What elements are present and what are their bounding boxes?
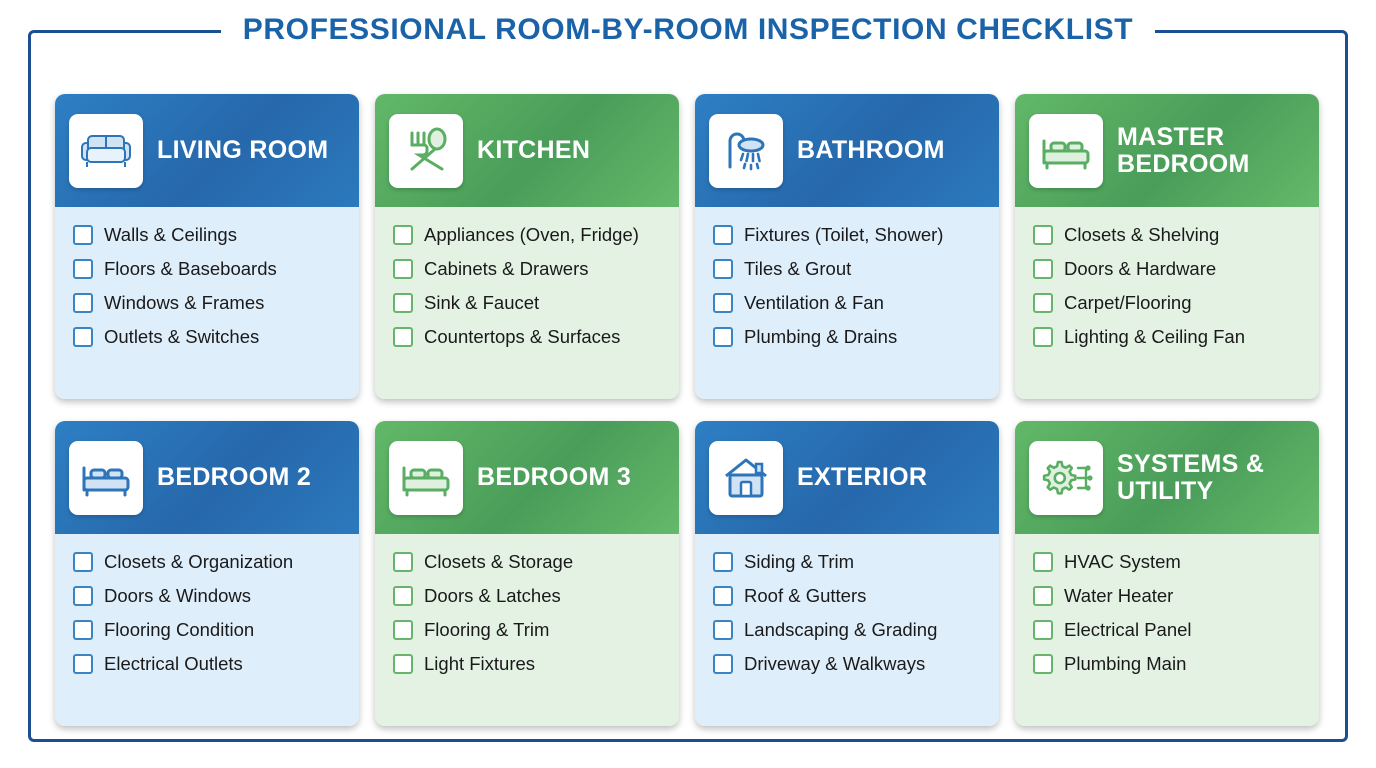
list-item-label: Closets & Organization: [104, 551, 294, 572]
checkbox[interactable]: [713, 225, 733, 245]
list-item[interactable]: [393, 326, 665, 348]
list-item[interactable]: [713, 224, 985, 246]
list-item[interactable]: [1033, 258, 1305, 280]
list-item[interactable]: [393, 292, 665, 314]
shower-icon: [709, 114, 783, 188]
checkbox[interactable]: [713, 327, 733, 347]
checkbox[interactable]: [393, 620, 413, 640]
checkbox[interactable]: [1033, 293, 1053, 313]
card-items: [695, 207, 999, 399]
list-item[interactable]: [73, 653, 345, 675]
list-item-label: HVAC System: [1064, 551, 1181, 572]
list-item-label: Carpet/Flooring: [1064, 292, 1192, 313]
checkbox[interactable]: [393, 586, 413, 606]
list-item[interactable]: [1033, 585, 1305, 607]
checkbox[interactable]: [713, 620, 733, 640]
list-item-label: Doors & Windows: [104, 585, 252, 606]
checkbox[interactable]: [1033, 225, 1053, 245]
list-item[interactable]: [73, 326, 345, 348]
bed-icon: [389, 441, 463, 515]
list-item-label: Sink & Faucet: [424, 292, 540, 313]
list-item-label: Closets & Shelving: [1064, 224, 1220, 245]
card-items: [1015, 207, 1319, 399]
sofa-icon: [69, 114, 143, 188]
list-item-label: Water Heater: [1064, 585, 1174, 606]
list-item[interactable]: [713, 653, 985, 675]
list-item[interactable]: [1033, 619, 1305, 641]
list-item[interactable]: [1033, 292, 1305, 314]
checkbox[interactable]: [713, 293, 733, 313]
list-item[interactable]: [393, 619, 665, 641]
bed-icon: [1029, 114, 1103, 188]
list-item-label: Countertops & Surfaces: [424, 326, 621, 347]
checkbox[interactable]: [713, 552, 733, 572]
checkbox[interactable]: [1033, 654, 1053, 674]
list-item[interactable]: [713, 326, 985, 348]
checkbox[interactable]: [1033, 552, 1053, 572]
list-item[interactable]: [713, 619, 985, 641]
list-item-label: Windows & Frames: [104, 292, 265, 313]
card-bedroom-2: [55, 421, 359, 726]
card-title: SYSTEMS & UTILITY: [1117, 449, 1265, 505]
checkbox[interactable]: [1033, 620, 1053, 640]
card-bedroom-3: [375, 421, 679, 726]
card-title: MASTER BEDROOM: [1117, 122, 1250, 178]
list-item-label: Lighting & Ceiling Fan: [1064, 326, 1245, 347]
list-item-label: Driveway & Walkways: [744, 653, 926, 674]
card-items: [375, 207, 679, 399]
list-item[interactable]: [713, 258, 985, 280]
list-item[interactable]: [393, 585, 665, 607]
list-item[interactable]: [1033, 551, 1305, 573]
card-header: [695, 94, 999, 207]
page-title-container: [0, 0, 1376, 60]
list-item-label: Flooring & Trim: [424, 619, 550, 640]
card-header: [1015, 421, 1319, 534]
checkbox[interactable]: [73, 293, 93, 313]
list-item-label: Plumbing Main: [1064, 653, 1187, 674]
list-item-label: Flooring Condition: [104, 619, 255, 640]
list-item-label: Floors & Baseboards: [104, 258, 277, 279]
list-item[interactable]: [393, 224, 665, 246]
list-item[interactable]: [73, 619, 345, 641]
card-title: EXTERIOR: [797, 463, 928, 491]
cards-grid: [55, 94, 1323, 726]
card-header: [375, 94, 679, 207]
checkbox[interactable]: [393, 327, 413, 347]
fork-spoon-icon: [389, 114, 463, 188]
card-systems-utility: [1015, 421, 1319, 726]
card-title: BEDROOM 2: [157, 463, 312, 491]
card-exterior: [695, 421, 999, 726]
list-item[interactable]: [393, 258, 665, 280]
list-item-label: Light Fixtures: [424, 653, 536, 674]
checkbox[interactable]: [393, 225, 413, 245]
page-title: PROFESSIONAL ROOM-BY-ROOM INSPECTION CHECKLIST: [242, 13, 1134, 46]
page-title-background: [221, 13, 1155, 47]
checkbox[interactable]: [73, 225, 93, 245]
list-item[interactable]: [1033, 653, 1305, 675]
checkbox[interactable]: [1033, 586, 1053, 606]
card-title: KITCHEN: [477, 136, 591, 164]
card-header: [55, 421, 359, 534]
checkbox[interactable]: [393, 259, 413, 279]
list-item[interactable]: [1033, 326, 1305, 348]
list-item[interactable]: [73, 551, 345, 573]
checkbox[interactable]: [713, 259, 733, 279]
card-items: [695, 534, 999, 726]
card-header: [375, 421, 679, 534]
card-bathroom: [695, 94, 999, 399]
checkbox[interactable]: [73, 654, 93, 674]
list-item-label: Electrical Panel: [1064, 619, 1192, 640]
list-item[interactable]: [73, 224, 345, 246]
list-item[interactable]: [713, 551, 985, 573]
list-item-label: Ventilation & Fan: [744, 292, 884, 313]
bed-icon: [69, 441, 143, 515]
card-header: [695, 421, 999, 534]
card-items: [375, 534, 679, 726]
checkbox[interactable]: [1033, 259, 1053, 279]
card-title: LIVING ROOM: [157, 136, 329, 164]
list-item[interactable]: [393, 653, 665, 675]
gear-circuit-icon: [1029, 441, 1103, 515]
list-item-label: Roof & Gutters: [744, 585, 867, 606]
list-item[interactable]: [713, 292, 985, 314]
list-item[interactable]: [713, 585, 985, 607]
list-item[interactable]: [393, 551, 665, 573]
list-item[interactable]: [73, 258, 345, 280]
checkbox[interactable]: [73, 586, 93, 606]
card-items: [55, 534, 359, 726]
list-item-label: Doors & Hardware: [1064, 258, 1217, 279]
card-master-bedroom: [1015, 94, 1319, 399]
checkbox[interactable]: [393, 552, 413, 572]
list-item-label: Fixtures (Toilet, Shower): [744, 224, 944, 245]
checkbox[interactable]: [73, 327, 93, 347]
card-title: BATHROOM: [797, 136, 945, 164]
checkbox[interactable]: [713, 654, 733, 674]
checkbox[interactable]: [393, 654, 413, 674]
list-item-label: Outlets & Switches: [104, 326, 260, 347]
list-item-label: Closets & Storage: [424, 551, 574, 572]
card-header: [55, 94, 359, 207]
card-items: [1015, 534, 1319, 726]
list-item-label: Walls & Ceilings: [104, 224, 237, 245]
checkbox[interactable]: [1033, 327, 1053, 347]
card-living-room: [55, 94, 359, 399]
list-item[interactable]: [73, 292, 345, 314]
list-item-label: Doors & Latches: [424, 585, 561, 606]
checkbox[interactable]: [393, 293, 413, 313]
list-item[interactable]: [73, 585, 345, 607]
card-kitchen: [375, 94, 679, 399]
list-item-label: Electrical Outlets: [104, 653, 243, 674]
card-items: [55, 207, 359, 399]
checkbox[interactable]: [713, 586, 733, 606]
checkbox[interactable]: [73, 552, 93, 572]
card-header: [1015, 94, 1319, 207]
list-item-label: Landscaping & Grading: [744, 619, 938, 640]
house-icon: [709, 441, 783, 515]
card-title: BEDROOM 3: [477, 463, 632, 491]
list-item-label: Appliances (Oven, Fridge): [424, 224, 639, 245]
list-item-label: Tiles & Grout: [744, 258, 852, 279]
checkbox[interactable]: [73, 259, 93, 279]
list-item[interactable]: [1033, 224, 1305, 246]
checkbox[interactable]: [73, 620, 93, 640]
list-item-label: Plumbing & Drains: [744, 326, 898, 347]
list-item-label: Siding & Trim: [744, 551, 855, 572]
list-item-label: Cabinets & Drawers: [424, 258, 589, 279]
